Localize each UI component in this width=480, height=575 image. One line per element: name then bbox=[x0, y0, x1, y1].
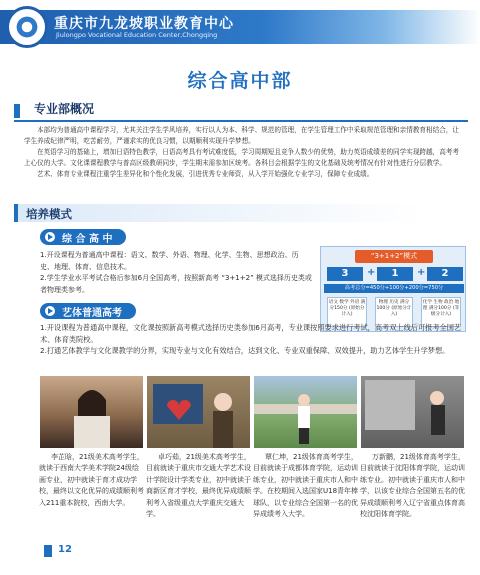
model-column: 语文 数学 外语 满分150分 (原始分计入) bbox=[327, 297, 367, 327]
model-num-2: 2 bbox=[427, 267, 463, 281]
model-column: 物理 历史 满分100分 (原始分计入) bbox=[375, 297, 413, 327]
student-photo bbox=[254, 376, 357, 448]
model-num-1: 1 bbox=[377, 267, 413, 281]
student-caption: 万新鹏，21级体育高考学生，目前就读于沈阳体育学院，运动训练专业。初中就读于重庆市人和中学，以该专业综合全国第五名的优异成绩顺利考入辽宁省重点体育高校沈阳体育学院。 bbox=[360, 453, 465, 519]
model-title: “3+1+2”模式 bbox=[355, 250, 433, 263]
model-score-line: 高考总分=450分+100分+200分=750分 bbox=[324, 284, 464, 293]
school-logo bbox=[6, 6, 48, 48]
arts-track-body bbox=[40, 322, 468, 357]
overview-paragraph: 在英语学习的基础上，增加日语特色教学，日语高考具有考试难度低，学习周期短且竞争人数少的优势，助力英语成绩差的同学实现跨越，高考考上心仪的大学。文化课课程教学与普高区级教研同步，学生期末需参加区统考。各科目会根据学生的文化基础及统考情况有针对性进行分层教学。 bbox=[24, 148, 459, 167]
overview-paragraph: 本部均为普通高中课程学习，尤其关注学生学风培养，实行以人为本、科学、规范的管理，在学生管理工作中采取规范管理和亲情教育相结合，让学生养成纪律严明，吃苦耐劳，严谨求实的优良习惯，以期顺利实现升学梦想。 bbox=[24, 126, 459, 145]
general-item: 2.学生学业水平考试合格后参加6月全国高考，按照新高考 “3+1+2” 模式选择历史类或者物理类参考。 bbox=[40, 274, 312, 294]
student-photo bbox=[40, 376, 143, 448]
header bbox=[0, 0, 480, 48]
overview-header bbox=[14, 100, 468, 122]
section-marker bbox=[14, 104, 20, 118]
logo-emblem-icon bbox=[15, 15, 39, 39]
section-rule bbox=[14, 120, 468, 122]
model-column: 化学 生物 政治 地理 满分100分 (等级分计入) bbox=[421, 297, 461, 327]
page-title: 综合高中部 bbox=[187, 70, 293, 92]
model-num-3: 3 bbox=[327, 267, 363, 281]
org-name-en: Jiulongpo Vocational Education Center,Chongqing bbox=[56, 31, 218, 39]
student-caption: 卓巧茹，21级美术高考学生，目前就读于重庆市交通大学艺术设计学院设计学类专业，初中就读于商新区育才学校，最终优异成绩顺利考入省级重点大学重庆交通大学。 bbox=[146, 453, 251, 519]
student-portrait-image bbox=[147, 376, 250, 448]
footer-marker bbox=[44, 545, 52, 557]
training-header bbox=[14, 204, 468, 222]
general-item: 1.开设课程为普通高中课程：语文、数学、外语、物理、化学、生物、思想政治、历史、地理、体育、信息技术。 bbox=[40, 251, 299, 271]
general-track-body bbox=[40, 250, 312, 296]
student-photo bbox=[147, 376, 250, 448]
play-icon bbox=[45, 306, 55, 316]
training-title: 培养模式 bbox=[26, 207, 72, 221]
section-marker bbox=[14, 204, 18, 222]
student-caption: 李芷晗，21级美术高考学生，就读于西南大学美术学院24级绘画专业，初中就读于育才成功学校，最终以文化优异的成绩顺利考入211重本院校，西南大学。 bbox=[39, 453, 144, 507]
model-plus: + bbox=[417, 267, 426, 278]
student-caption: 覃仁坤，21级体育高考学生，目前就读于成都体育学院，运动训练专业，初中就读于重庆市人和中学。在校期间入选国家U18青年棒球队，以专业综合全国第一名的优异成绩考入大学。 bbox=[253, 453, 359, 519]
org-name-cn: 重庆市九龙坡职业教育中心 bbox=[54, 16, 234, 32]
student-portrait-image bbox=[254, 376, 357, 448]
overview-title: 专业部概况 bbox=[34, 102, 95, 116]
model-diagram bbox=[320, 246, 466, 332]
student-photo bbox=[361, 376, 464, 448]
model-plus: + bbox=[367, 267, 376, 278]
arts-track-title: 艺体普通高考 bbox=[62, 308, 122, 319]
overview-paragraph: 艺术、体育专业课程注重学生差异化和个性化发展，引进优秀专业师资，从入学开始强化专业学习，保障专业成绩。 bbox=[37, 170, 374, 178]
student-portrait-image bbox=[361, 376, 464, 448]
overview-body bbox=[24, 125, 460, 180]
arts-item: 1.开设课程为普通高中课程，文化课按照新高考模式选择历史类参加6月高考，专业课按照要求进行考试，高考双上线后可报考全国艺术、体育类院校。 bbox=[40, 323, 462, 344]
student-portrait-image bbox=[40, 376, 143, 448]
general-track-pill bbox=[40, 229, 126, 245]
arts-item: 2.打通艺体教学与文化课教学的分界，实现专业与文化有效结合，达到文化、专业双重保障、双效提升，助力艺体学生升学梦想。 bbox=[40, 346, 450, 355]
play-icon bbox=[45, 232, 55, 242]
page-number: 12 bbox=[58, 544, 72, 555]
general-track-title: 综 合 高 中 bbox=[62, 234, 113, 245]
arts-track-pill bbox=[40, 303, 136, 319]
